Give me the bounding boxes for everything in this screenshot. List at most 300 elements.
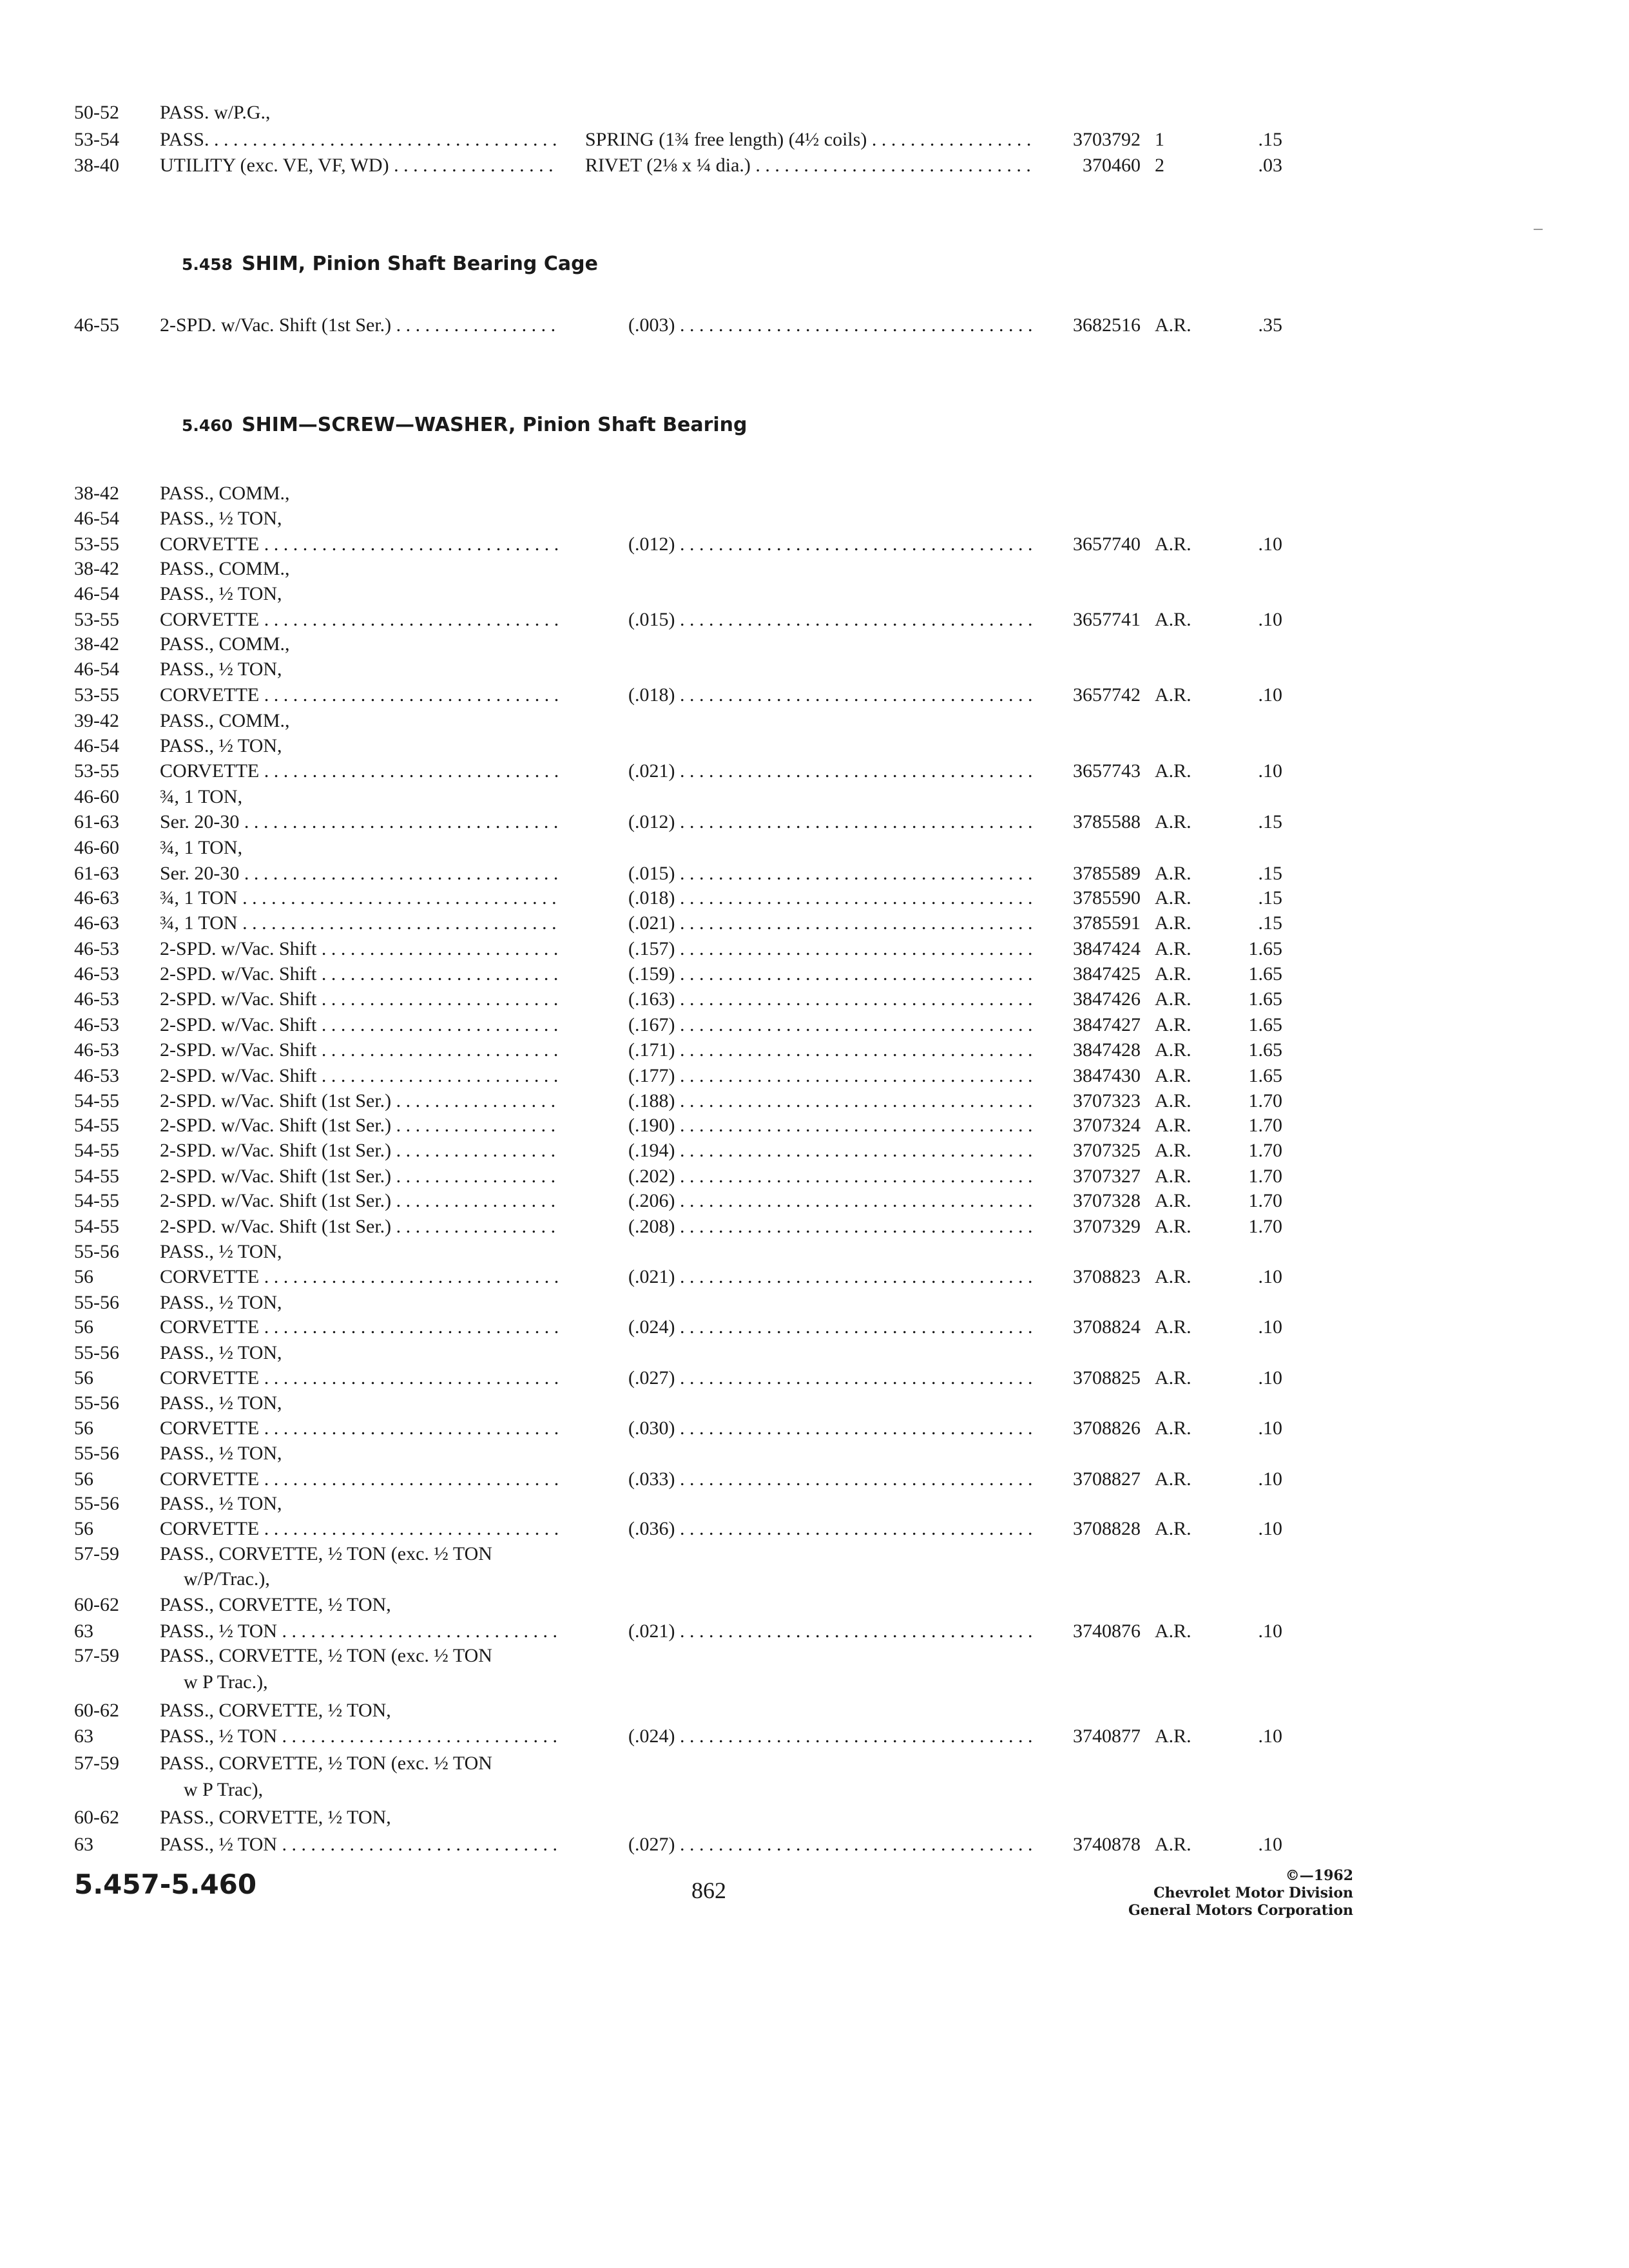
table-row: [0, 1314, 1629, 1340]
detail-cell: (.018) . . .: [628, 885, 1034, 911]
description-cell: PASS., COMM.,: [160, 633, 290, 655]
page-number: 862: [691, 1878, 726, 1903]
years-cell: 55-56: [74, 1493, 119, 1514]
price-cell: .10: [1258, 1367, 1282, 1389]
price-cell: .10: [1258, 1468, 1282, 1490]
years-cell: 56: [74, 1367, 93, 1389]
price-cell: 1.65: [1248, 1039, 1282, 1061]
description-cell: PASS., CORVETTE, ½ TON (exc. ½ TON: [160, 1645, 492, 1666]
description-cell: ¾, 1 TON,: [160, 786, 243, 807]
part-number-cell: 370460: [1083, 155, 1141, 176]
table-row: [0, 1491, 1629, 1517]
detail-cell: (.021) . . .: [628, 910, 1034, 936]
table-row: [0, 835, 1629, 861]
description-cell: PASS., ½ TON,: [160, 1493, 282, 1514]
part-number-cell: 3703792: [1073, 129, 1141, 150]
quantity-cell: 1: [1155, 129, 1164, 150]
years-cell: 54-55: [74, 1190, 119, 1211]
quantity-cell: A.R.: [1155, 1518, 1191, 1539]
part-number-cell: 3707328: [1073, 1190, 1141, 1211]
years-cell: 54-55: [74, 1140, 119, 1161]
table-row: [0, 1777, 1629, 1803]
description-cell: PASS., ½ TON . . .: [160, 1832, 559, 1858]
detail-cell: (.157) . . .: [628, 936, 1034, 962]
description-cell: PASS., ½ TON . . .: [160, 1619, 559, 1644]
detail-cell: (.015) . . .: [628, 607, 1034, 633]
quantity-cell: A.R.: [1155, 887, 1191, 908]
price-cell: 1.65: [1248, 938, 1282, 959]
years-cell: 46-63: [74, 887, 119, 908]
years-cell: 57-59: [74, 1645, 119, 1666]
table-row: [0, 657, 1629, 682]
years-cell: 56: [74, 1316, 93, 1338]
table-row: [0, 1138, 1629, 1164]
description-cell: 2-SPD. w/Vac. Shift (1st Ser.) . . .: [160, 1138, 559, 1164]
description-cell: 2-SPD. w/Vac. Shift . . .: [160, 1063, 559, 1089]
part-number-cell: 3785588: [1073, 811, 1141, 832]
quantity-cell: A.R.: [1155, 1090, 1191, 1111]
table-row: [0, 312, 1629, 338]
description-cell: 2-SPD. w/Vac. Shift (1st Ser.) . . .: [160, 1188, 559, 1214]
years-cell: 57-59: [74, 1753, 119, 1774]
years-cell: 61-63: [74, 811, 119, 832]
table-row: [0, 1012, 1629, 1038]
years-cell: 38-42: [74, 558, 119, 579]
years-cell: 57-59: [74, 1543, 119, 1564]
price-cell: 1.70: [1248, 1090, 1282, 1111]
years-cell: 63: [74, 1620, 93, 1642]
scan-mark: [1534, 229, 1543, 230]
footer-section-range: 5.457-5.460: [74, 1869, 257, 1900]
publisher-credit: [1057, 1867, 1353, 1919]
quantity-cell: A.R.: [1155, 988, 1191, 1010]
years-cell: 53-55: [74, 609, 119, 630]
years-cell: 46-63: [74, 912, 119, 934]
description-cell: PASS., CORVETTE, ½ TON (exc. ½ TON: [160, 1753, 492, 1774]
table-row: [0, 1088, 1629, 1114]
table-row: [0, 1037, 1629, 1063]
detail-cell: (.159) . . .: [628, 961, 1034, 987]
years-cell: 56: [74, 1418, 93, 1439]
quantity-cell: A.R.: [1155, 1316, 1191, 1338]
quantity-cell: A.R.: [1155, 938, 1191, 959]
price-cell: .10: [1258, 609, 1282, 630]
description-cell: CORVETTE . . .: [160, 607, 559, 633]
quantity-cell: A.R.: [1155, 1166, 1191, 1187]
price-cell: .15: [1258, 912, 1282, 934]
part-number-cell: 3785591: [1073, 912, 1141, 934]
quantity-cell: A.R.: [1155, 1216, 1191, 1237]
section-heading: [182, 251, 598, 278]
description-cell: CORVETTE . . .: [160, 1365, 559, 1391]
corporation-line: General Motors Corporation: [1128, 1902, 1353, 1919]
years-cell: 46-60: [74, 837, 119, 858]
quantity-cell: A.R.: [1155, 1468, 1191, 1490]
description-cell: PASS., ½ TON,: [160, 1342, 282, 1363]
price-cell: .10: [1258, 533, 1282, 555]
quantity-cell: A.R.: [1155, 760, 1191, 782]
table-row: [0, 1541, 1629, 1567]
table-row: [0, 936, 1629, 962]
detail-cell: (.033) . . .: [628, 1466, 1034, 1492]
table-row: [0, 100, 1629, 126]
part-number-cell: 3740877: [1073, 1725, 1141, 1747]
section-number: 5.460: [182, 416, 233, 435]
detail-cell: (.024) . . .: [628, 1314, 1034, 1340]
part-number-cell: 3707325: [1073, 1140, 1141, 1161]
table-row: [0, 961, 1629, 987]
quantity-cell: A.R.: [1155, 863, 1191, 884]
table-row: [0, 1441, 1629, 1466]
years-cell: 55-56: [74, 1443, 119, 1464]
description-cell: w/P/Trac.),: [184, 1568, 270, 1590]
description-cell: PASS., ½ TON . . .: [160, 1724, 559, 1749]
part-number-cell: 3847426: [1073, 988, 1141, 1010]
description-cell: PASS., CORVETTE, ½ TON,: [160, 1594, 391, 1615]
years-cell: 46-53: [74, 1014, 119, 1035]
table-row: [0, 758, 1629, 784]
table-row: [0, 1466, 1629, 1492]
years-cell: 46-54: [74, 735, 119, 756]
price-cell: 1.70: [1248, 1190, 1282, 1211]
description-cell: 2-SPD. w/Vac. Shift . . .: [160, 1037, 559, 1063]
detail-cell: (.194) . . .: [628, 1138, 1034, 1164]
part-number-cell: 3708823: [1073, 1266, 1141, 1287]
description-cell: ¾, 1 TON . . .: [160, 910, 559, 936]
table-row: [0, 532, 1629, 557]
detail-cell: SPRING (1¾ free length) (4½ coils) . . .: [585, 127, 1036, 153]
quantity-cell: A.R.: [1155, 684, 1191, 706]
table-row: [0, 481, 1629, 506]
table-row: [0, 1751, 1629, 1776]
description-cell: CORVETTE . . .: [160, 1516, 559, 1542]
price-cell: 1.65: [1248, 1065, 1282, 1086]
description-cell: PASS., CORVETTE, ½ TON,: [160, 1700, 391, 1721]
years-cell: 46-54: [74, 583, 119, 604]
price-cell: 1.65: [1248, 963, 1282, 985]
table-row: [0, 1390, 1629, 1416]
years-cell: 55-56: [74, 1342, 119, 1363]
table-row: [0, 1643, 1629, 1669]
years-cell: 56: [74, 1518, 93, 1539]
years-cell: 55-56: [74, 1292, 119, 1313]
years-cell: 46-53: [74, 963, 119, 985]
years-cell: 54-55: [74, 1216, 119, 1237]
quantity-cell: A.R.: [1155, 1190, 1191, 1211]
table-row: [0, 127, 1629, 153]
part-number-cell: 3847430: [1073, 1065, 1141, 1086]
years-cell: 46-53: [74, 938, 119, 959]
quantity-cell: A.R.: [1155, 1014, 1191, 1035]
years-cell: 38-42: [74, 633, 119, 655]
description-cell: PASS., ½ TON,: [160, 1292, 282, 1313]
table-row: [0, 1365, 1629, 1391]
quantity-cell: A.R.: [1155, 1725, 1191, 1747]
years-cell: 39-42: [74, 710, 119, 731]
quantity-cell: A.R.: [1155, 609, 1191, 630]
years-cell: 38-40: [74, 155, 119, 176]
quantity-cell: 2: [1155, 155, 1164, 176]
table-row: [0, 733, 1629, 759]
part-number-cell: 3740878: [1073, 1834, 1141, 1855]
price-cell: .15: [1258, 887, 1282, 908]
price-cell: 1.70: [1248, 1216, 1282, 1237]
years-cell: 53-55: [74, 684, 119, 706]
description-cell: ¾, 1 TON . . .: [160, 885, 559, 911]
part-number-cell: 3847428: [1073, 1039, 1141, 1061]
table-row: [0, 1239, 1629, 1265]
part-number-cell: 3657742: [1073, 684, 1141, 706]
table-row: [0, 1669, 1629, 1695]
table-row: [0, 631, 1629, 657]
price-cell: .10: [1258, 1725, 1282, 1747]
detail-cell: (.027) . . .: [628, 1365, 1034, 1391]
quantity-cell: A.R.: [1155, 1834, 1191, 1855]
division-line: Chevrolet Motor Division: [1153, 1885, 1353, 1901]
years-cell: 60-62: [74, 1700, 119, 1721]
description-cell: 2-SPD. w/Vac. Shift (1st Ser.) . . .: [160, 1164, 559, 1189]
detail-cell: (.027) . . .: [628, 1832, 1034, 1858]
description-cell: Ser. 20-30 . . .: [160, 809, 559, 835]
section-title: SHIM—SCREW—WASHER, Pinion Shaft Bearing: [242, 414, 747, 436]
description-cell: ¾, 1 TON,: [160, 837, 243, 858]
table-row: [0, 1063, 1629, 1089]
years-cell: 46-54: [74, 658, 119, 680]
detail-cell: (.012) . . .: [628, 532, 1034, 557]
part-number-cell: 3785590: [1073, 887, 1141, 908]
years-cell: 55-56: [74, 1241, 119, 1262]
table-row: [0, 1214, 1629, 1240]
quantity-cell: A.R.: [1155, 1367, 1191, 1389]
detail-cell: RIVET (2⅛ x ¼ dia.) . . .: [585, 153, 1036, 178]
table-row: [0, 861, 1629, 887]
part-number-cell: 3847424: [1073, 938, 1141, 959]
table-row: [0, 1592, 1629, 1618]
quantity-cell: A.R.: [1155, 1266, 1191, 1287]
price-cell: 1.70: [1248, 1115, 1282, 1136]
years-cell: 53-55: [74, 760, 119, 782]
table-row: [0, 506, 1629, 532]
description-cell: PASS., ½ TON,: [160, 735, 282, 756]
years-cell: 56: [74, 1468, 93, 1490]
section-number: 5.458: [182, 255, 233, 274]
quantity-cell: A.R.: [1155, 533, 1191, 555]
description-cell: PASS., COMM.,: [160, 710, 290, 731]
years-cell: 53-55: [74, 533, 119, 555]
description-cell: PASS., ½ TON,: [160, 1392, 282, 1414]
price-cell: 1.65: [1248, 988, 1282, 1010]
price-cell: .15: [1258, 811, 1282, 832]
description-cell: w P Trac),: [184, 1779, 264, 1800]
table-row: [0, 1164, 1629, 1189]
detail-cell: (.171) . . .: [628, 1037, 1034, 1063]
copyright-line: ©—1962: [1285, 1867, 1353, 1884]
quantity-cell: A.R.: [1155, 1620, 1191, 1642]
part-number-cell: 3708824: [1073, 1316, 1141, 1338]
detail-cell: (.021) . . .: [628, 1619, 1034, 1644]
years-cell: 46-55: [74, 314, 119, 336]
table-row: [0, 1188, 1629, 1214]
description-cell: UTILITY (exc. VE, VF, WD) . . .: [160, 153, 559, 178]
part-number-cell: 3708828: [1073, 1518, 1141, 1539]
table-row: [0, 1264, 1629, 1290]
detail-cell: (.206) . . .: [628, 1188, 1034, 1214]
detail-cell: (.163) . . .: [628, 986, 1034, 1012]
years-cell: 60-62: [74, 1594, 119, 1615]
description-cell: PASS., CORVETTE, ½ TON,: [160, 1807, 391, 1828]
part-number-cell: 3707323: [1073, 1090, 1141, 1111]
years-cell: 61-63: [74, 863, 119, 884]
quantity-cell: A.R.: [1155, 314, 1191, 336]
detail-cell: (.012) . . .: [628, 809, 1034, 835]
price-cell: .10: [1258, 1834, 1282, 1855]
description-cell: w P Trac.),: [184, 1671, 268, 1693]
table-row: [0, 607, 1629, 633]
part-number-cell: 3847427: [1073, 1014, 1141, 1035]
quantity-cell: A.R.: [1155, 1140, 1191, 1161]
price-cell: .10: [1258, 1518, 1282, 1539]
description-cell: 2-SPD. w/Vac. Shift (1st Ser.) . . .: [160, 1113, 559, 1139]
years-cell: 63: [74, 1725, 93, 1747]
table-row: [0, 682, 1629, 708]
price-cell: .10: [1258, 1316, 1282, 1338]
price-cell: .10: [1258, 1418, 1282, 1439]
description-cell: 2-SPD. w/Vac. Shift . . .: [160, 936, 559, 962]
quantity-cell: A.R.: [1155, 1039, 1191, 1061]
section-heading: [182, 412, 747, 439]
price-cell: .10: [1258, 1266, 1282, 1287]
detail-cell: (.018) . . .: [628, 682, 1034, 708]
table-row: [0, 556, 1629, 582]
description-cell: 2-SPD. w/Vac. Shift (1st Ser.) . . .: [160, 1088, 559, 1114]
table-row: [0, 1698, 1629, 1724]
years-cell: 46-54: [74, 508, 119, 529]
price-cell: .10: [1258, 684, 1282, 706]
price-cell: 1.65: [1248, 1014, 1282, 1035]
detail-cell: (.024) . . .: [628, 1724, 1034, 1749]
quantity-cell: A.R.: [1155, 912, 1191, 934]
description-cell: PASS., ½ TON,: [160, 508, 282, 529]
detail-cell: (.021) . . .: [628, 1264, 1034, 1290]
years-cell: 46-53: [74, 1065, 119, 1086]
description-cell: PASS. w/P.G.,: [160, 102, 271, 123]
description-cell: PASS., ½ TON,: [160, 1241, 282, 1262]
table-row: [0, 708, 1629, 734]
part-number-cell: 3708826: [1073, 1418, 1141, 1439]
detail-cell: (.177) . . .: [628, 1063, 1034, 1089]
table-row: [0, 1290, 1629, 1316]
description-cell: 2-SPD. w/Vac. Shift . . .: [160, 986, 559, 1012]
description-cell: PASS., CORVETTE, ½ TON (exc. ½ TON: [160, 1543, 492, 1564]
years-cell: 63: [74, 1834, 93, 1855]
description-cell: 2-SPD. w/Vac. Shift (1st Ser.) . . .: [160, 312, 559, 338]
table-row: [0, 1113, 1629, 1139]
years-cell: 55-56: [74, 1392, 119, 1414]
description-cell: CORVETTE . . .: [160, 1466, 559, 1492]
years-cell: 53-54: [74, 129, 119, 150]
description-cell: PASS., ½ TON,: [160, 1443, 282, 1464]
part-number-cell: 3657741: [1073, 609, 1141, 630]
detail-cell: (.202) . . .: [628, 1164, 1034, 1189]
detail-cell: (.030) . . .: [628, 1416, 1034, 1441]
price-cell: .10: [1258, 760, 1282, 782]
years-cell: 54-55: [74, 1115, 119, 1136]
part-number-cell: 3707329: [1073, 1216, 1141, 1237]
part-number-cell: 3707324: [1073, 1115, 1141, 1136]
table-row: [0, 1416, 1629, 1441]
detail-cell: (.021) . . .: [628, 758, 1034, 784]
table-row: [0, 1619, 1629, 1644]
quantity-cell: A.R.: [1155, 811, 1191, 832]
quantity-cell: A.R.: [1155, 1115, 1191, 1136]
description-cell: CORVETTE . . .: [160, 532, 559, 557]
description-cell: PASS. . . .: [160, 127, 559, 153]
table-row: [0, 153, 1629, 178]
section-title: SHIM, Pinion Shaft Bearing Cage: [242, 253, 598, 275]
table-row: [0, 581, 1629, 607]
description-cell: PASS., COMM.,: [160, 483, 290, 504]
price-cell: 1.70: [1248, 1166, 1282, 1187]
description-cell: Ser. 20-30 . . .: [160, 861, 559, 887]
years-cell: 54-55: [74, 1166, 119, 1187]
description-cell: 2-SPD. w/Vac. Shift . . .: [160, 961, 559, 987]
years-cell: 46-53: [74, 1039, 119, 1061]
part-number-cell: 3707327: [1073, 1166, 1141, 1187]
quantity-cell: A.R.: [1155, 1418, 1191, 1439]
description-cell: CORVETTE . . .: [160, 758, 559, 784]
years-cell: 50-52: [74, 102, 119, 123]
description-cell: 2-SPD. w/Vac. Shift . . .: [160, 1012, 559, 1038]
detail-cell: (.015) . . .: [628, 861, 1034, 887]
years-cell: 46-60: [74, 786, 119, 807]
price-cell: .10: [1258, 1620, 1282, 1642]
detail-cell: (.167) . . .: [628, 1012, 1034, 1038]
part-number-cell: 3708825: [1073, 1367, 1141, 1389]
price-cell: 1.70: [1248, 1140, 1282, 1161]
description-cell: 2-SPD. w/Vac. Shift (1st Ser.) . . .: [160, 1214, 559, 1240]
part-number-cell: 3657740: [1073, 533, 1141, 555]
table-row: [0, 1566, 1629, 1592]
table-row: [0, 809, 1629, 835]
table-row: [0, 1724, 1629, 1749]
table-row: [0, 784, 1629, 810]
description-cell: PASS., ½ TON,: [160, 583, 282, 604]
description-cell: CORVETTE . . .: [160, 1416, 559, 1441]
quantity-cell: A.R.: [1155, 963, 1191, 985]
years-cell: 54-55: [74, 1090, 119, 1111]
years-cell: 38-42: [74, 483, 119, 504]
table-row: [0, 910, 1629, 936]
description-cell: CORVETTE . . .: [160, 682, 559, 708]
part-number-cell: 3682516: [1073, 314, 1141, 336]
table-row: [0, 1805, 1629, 1831]
description-cell: CORVETTE . . .: [160, 1264, 559, 1290]
detail-cell: (.036) . . .: [628, 1516, 1034, 1542]
table-row: [0, 1832, 1629, 1858]
price-cell: .15: [1258, 863, 1282, 884]
detail-cell: (.188) . . .: [628, 1088, 1034, 1114]
table-row: [0, 1516, 1629, 1542]
quantity-cell: A.R.: [1155, 1065, 1191, 1086]
price-cell: .35: [1258, 314, 1282, 336]
price-cell: .03: [1258, 155, 1282, 176]
part-number-cell: 3847425: [1073, 963, 1141, 985]
description-cell: PASS., COMM.,: [160, 558, 290, 579]
part-number-cell: 3657743: [1073, 760, 1141, 782]
table-row: [0, 1340, 1629, 1366]
part-number-cell: 3785589: [1073, 863, 1141, 884]
years-cell: 56: [74, 1266, 93, 1287]
